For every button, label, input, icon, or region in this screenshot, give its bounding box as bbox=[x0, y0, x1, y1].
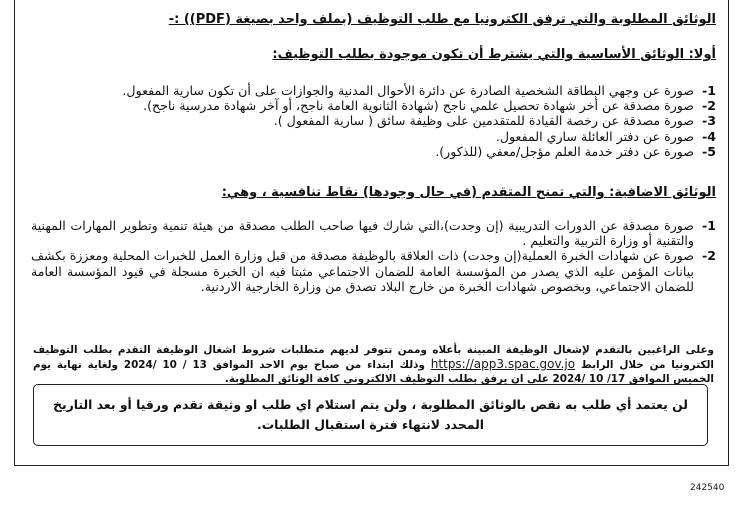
notice-box bbox=[33, 384, 708, 446]
section-heading-basic-documents: أولا: الوثائق الأساسية والتي يشترط أن تكون موجودة بطلب التوظيف: bbox=[272, 47, 716, 62]
list-item: 5- صورة عن دفتر خدمة العلم مؤجل/معفي (للذكور). bbox=[435, 143, 716, 159]
list-item: 2- صورة عن شهادات الخبرة العملية(إن وجدت) ذات العلاقة بالوظيفة مصدقة من قبل وزارة العمل للخبرات المحلية ومعززة بكشف بيانات المؤمن عليه الذي يصدر من المؤسسة العامة للضمان الاجتماعي مثبتا فيه ان الخبرة مسجلة في قيود المؤسسة العامة للضمان الاجتماعي، وبخصوص شهادات الخبرة من خارج البلاد تصدق من وزارة الخارجية الاردنية. bbox=[31, 248, 716, 294]
page-title: الوثائق المطلوبة والتي ترفق الكترونيا مع طلب التوظيف (بملف واحد بصيغة (PDF)) :- bbox=[168, 12, 716, 27]
document-page bbox=[14, 0, 729, 466]
section-heading-additional-documents: الوثائق الاضافية: والتي تمنح المتقدم (في حال وجودها) نقاط تنافسية ، وهي: bbox=[221, 185, 716, 200]
notice-text: لن يعتمد أي طلب به نقص بالوثائق المطلوبة ، ولن يتم استلام اي طلب او وثيقة تقدم ورقيا أو بعد التاريخ المحدد لانتهاء فترة استقبال الطلبات. bbox=[53, 397, 688, 432]
additional-documents-list bbox=[31, 218, 716, 294]
list-item: 2- صورة مصدقة عن أخر شهادة تحصيل علمي ناجح (شهادة الثانوية العامة ناجح، أو آخر شهادة مدرسية ناجح). bbox=[143, 98, 716, 114]
list-item: 1- صورة عن وجهي البطاقة الشخصية الصادرة عن دائرة الأحوال المدنية والجوازات على أن تكون سارية المفعول. bbox=[122, 83, 716, 98]
list-item: 4- صورة عن دفتر العائلة ساري المفعول. bbox=[495, 128, 716, 144]
application-link[interactable]: https://app3.spac.gov.jo bbox=[430, 357, 576, 371]
list-item: 3- صورة مصدقة عن رخصة القيادة للمتقدمين على وظيفة سائق ( سارية المفعول ). bbox=[273, 113, 716, 129]
ad-code: 242540 bbox=[690, 483, 725, 493]
list-item: 1- صورة مصدقة عن الدورات التدريبية (إن وجدت)،التي شارك فيها صاحب الطلب مصدقة من هيئة تنمية وتطوير المهارات المهنية والتقنية أو وزارة التربية والتعليم . bbox=[31, 218, 716, 249]
application-instructions: وعلى الراغبين بالتقدم لإشغال الوظيفة المبينة بأعلاه وممن تتوفر لديهم متطلبات شروط اشغال الوظيفة التقدم بطلب التوظيف الكترونيا من خلال الرابط https://app3.spac.gov.jo وذلك ابتداء من صباح يوم الاحد الموافق 13 / 10 /2024 ولغاية نهاية يوم الخميس الموافق 17/ 10 /2024 على ان يرفق بطلب التوظيف الالكتروني كافة الوثائق المطلوبة. bbox=[33, 344, 714, 385]
basic-documents-list bbox=[31, 83, 716, 159]
